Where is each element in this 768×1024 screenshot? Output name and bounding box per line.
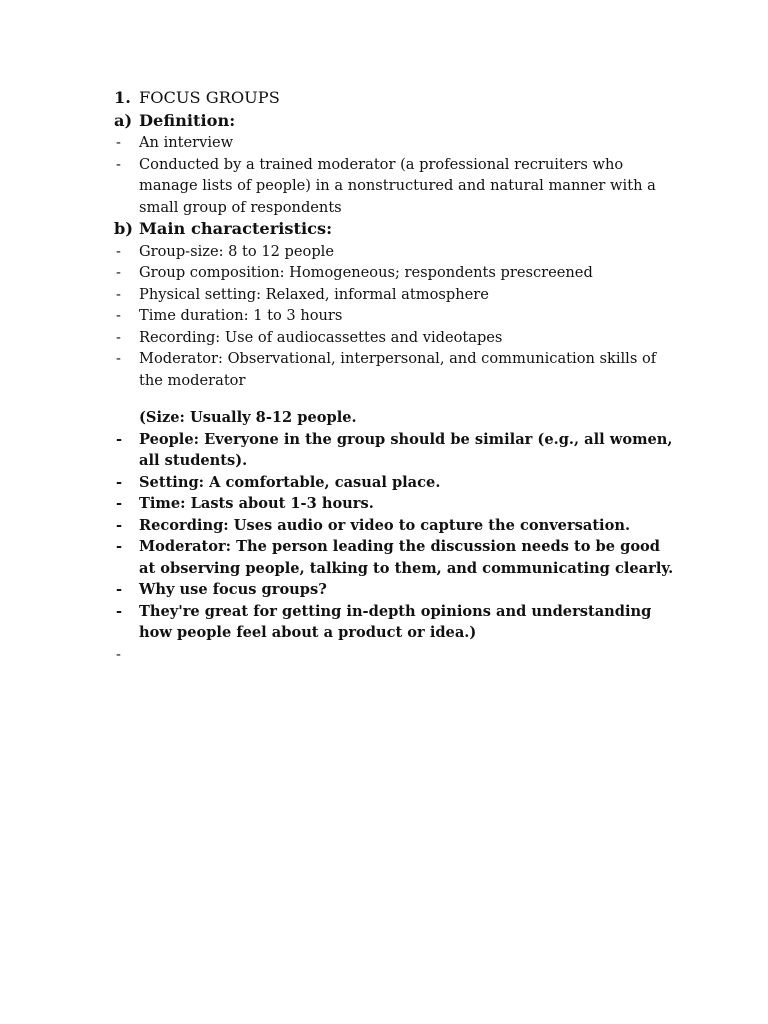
simplified-item: Moderator: The person leading the discussion needs to be good at observing people, talking to them, and communicating clearly. [139,538,674,577]
section-title: FOCUS GROUPS [139,88,280,107]
simplified-item: They're great for getting in-depth opinions and understanding how people feel about a product or idea.) [139,602,652,641]
characteristic-item: Recording: Use of audiocassettes and videotapes [139,328,503,346]
bullet-dash: - [116,538,123,555]
list-item [114,132,674,154]
bullet-dash: - [116,602,123,620]
simplified-item: Time: Lasts about 1-3 hours. [139,495,374,512]
definition-item: An interview [139,134,234,151]
bullet-dash: - [116,473,123,491]
bullet-dash: - [116,307,121,324]
characteristics-heading [114,218,674,241]
list-item [114,327,674,349]
list-item [114,154,674,219]
list-item [114,579,674,601]
document-content [114,87,674,665]
characteristic-item: Physical setting: Relaxed, informal atmosphere [139,285,489,303]
bullet-dash: - [116,495,123,512]
simplified-intro [114,407,674,429]
definition-title: Definition: [139,110,236,130]
characteristic-item: Moderator: Observational, interpersonal, and communication skills of the moderator [139,350,657,389]
list-item [114,493,674,515]
simplified-item: Setting: A comfortable, casual place. [139,473,441,491]
bullet-dash: - [116,430,123,448]
section-heading [114,87,674,110]
bullet-dash: - [116,350,121,367]
bullet-dash: - [116,581,123,598]
definition-heading [114,110,674,133]
empty-list-item [114,644,674,666]
list-item [114,429,674,472]
bullet-dash: - [116,264,121,281]
list-item [114,536,674,579]
bullet-dash: - [116,285,121,303]
list-item [114,472,674,494]
list-item [114,515,674,537]
simplified-item: Why use focus groups? [139,581,327,598]
paragraph-spacer [114,391,674,407]
bullet-dash: - [116,645,121,663]
list-item [114,601,674,644]
simplified-item: People: Everyone in the group should be similar (e.g., all women, all students). [139,430,673,469]
list-item [114,284,674,306]
characteristics-title: Main characteristics: [139,219,333,238]
bullet-dash: - [116,134,121,151]
simplified-intro-text: (Size: Usually 8-12 people. [139,409,357,426]
characteristic-item: Group-size: 8 to 12 people [139,242,334,260]
list-item [114,262,674,284]
characteristics-marker: b) [114,219,133,238]
bullet-dash: - [116,516,123,534]
characteristic-item: Time duration: 1 to 3 hours [139,307,343,324]
list-item [114,305,674,327]
section-number: 1. [114,88,131,107]
simplified-item: Recording: Uses audio or video to capture the conversation. [139,516,631,534]
characteristic-item: Group composition: Homogeneous; respondents prescreened [139,264,593,281]
list-item [114,241,674,263]
definition-marker: a) [114,110,133,130]
bullet-dash: - [116,328,121,346]
definition-item: Conducted by a trained moderator (a professional recruiters who manage lists of people) in a nonstructured and natural manner with a small group of respondents [139,155,656,216]
list-item [114,348,674,391]
bullet-dash: - [116,155,121,173]
bullet-dash: - [116,242,121,260]
